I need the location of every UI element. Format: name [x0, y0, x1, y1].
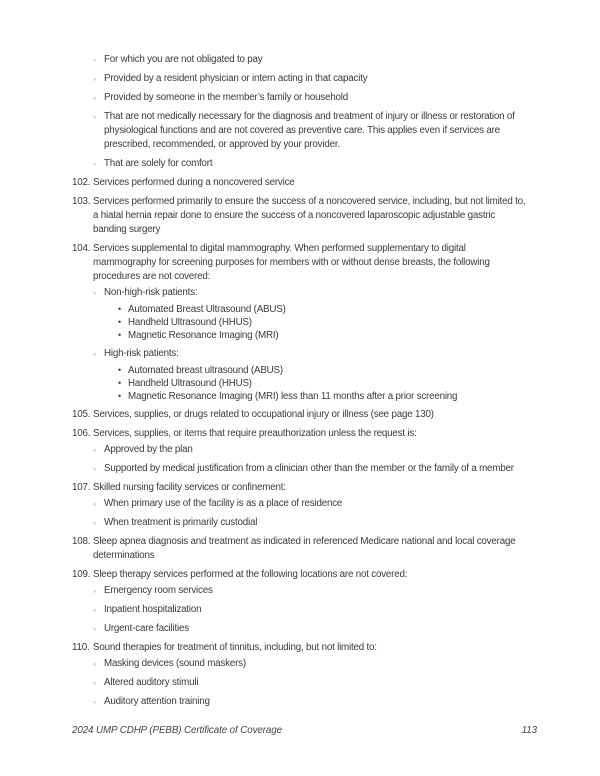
bullet-item — [93, 462, 530, 476]
bullet-text: When primary use of the facility is as a place of residence — [104, 498, 343, 509]
sub-bullet-item — [118, 316, 530, 329]
bullet-text: Auditory attention training — [104, 696, 210, 707]
footer-document-title: 2024 UMP CDHP (PEBB) Certificate of Coverage — [72, 725, 282, 736]
item-number: 110. — [72, 642, 90, 653]
circle-bullet-icon: ◦ — [93, 55, 96, 65]
bullet-text: Urgent-care facilities — [104, 623, 189, 634]
bullet-item — [93, 347, 530, 403]
numbered-item — [72, 568, 530, 636]
item-text: Sleep therapy services performed at the following locations are not covered: — [93, 569, 408, 580]
bullet-item — [93, 443, 530, 457]
bullet-item — [93, 676, 530, 690]
intro-bullet-list — [93, 53, 530, 171]
bullet-item — [93, 157, 530, 171]
circle-bullet-icon: ◦ — [93, 499, 96, 509]
bullet-text: Provided by a resident physician or intern acting in that capacity — [104, 73, 368, 84]
circle-bullet-icon: ◦ — [93, 659, 96, 669]
exclusions-numbered-list — [72, 176, 530, 709]
dot-bullet-icon: • — [118, 391, 121, 401]
bullet-item — [93, 286, 530, 342]
item-text: Services performed during a noncovered service — [93, 177, 295, 188]
numbered-item — [72, 242, 530, 403]
circle-bullet-icon: ◦ — [93, 464, 96, 474]
numbered-item — [72, 427, 530, 476]
bullet-text: Provided by someone in the member’s family or household — [104, 92, 349, 103]
footer-page-number: 113 — [521, 725, 537, 736]
bullet-text: Non-high-risk patients: — [104, 287, 198, 298]
circle-bullet-icon: ◦ — [93, 586, 96, 596]
sub-bullet-item — [118, 390, 530, 403]
bullet-item — [93, 622, 530, 636]
item-bullet-list — [93, 443, 530, 476]
bullet-item — [93, 516, 530, 530]
item-text: Services, supplies, or items that require preauthorization unless the request is: — [93, 428, 417, 439]
circle-bullet-icon: ◦ — [93, 518, 96, 528]
dot-bullet-icon: • — [118, 378, 121, 388]
item-bullet-list — [93, 497, 530, 530]
sub-bullet-item — [118, 377, 530, 390]
bullet-text: High-risk patients: — [104, 348, 179, 359]
circle-bullet-icon: ◦ — [93, 112, 96, 122]
sub-bullet-list — [118, 303, 530, 342]
item-text: Sleep apnea diagnosis and treatment as indicated in referenced Medicare national and local coverage determinations — [93, 536, 516, 561]
dot-bullet-icon: • — [118, 304, 121, 314]
dot-bullet-icon: • — [118, 317, 121, 327]
sub-bullet-text: Automated breast ultrasound (ABUS) — [128, 365, 283, 376]
sub-bullet-item — [118, 329, 530, 342]
numbered-item — [72, 481, 530, 530]
item-number: 109. — [72, 569, 91, 580]
bullet-text: For which you are not obligated to pay — [104, 54, 263, 65]
bullet-text: Masking devices (sound maskers) — [104, 658, 246, 669]
circle-bullet-icon: ◦ — [93, 349, 96, 359]
bullet-text: Inpatient hospitalization — [104, 604, 202, 615]
dot-bullet-icon: • — [118, 365, 121, 375]
numbered-item — [72, 176, 530, 190]
circle-bullet-icon: ◦ — [93, 605, 96, 615]
item-number: 104. — [72, 243, 91, 254]
page-footer — [72, 724, 537, 738]
page-content — [72, 53, 530, 714]
sub-bullet-item — [118, 303, 530, 316]
circle-bullet-icon: ◦ — [93, 74, 96, 84]
bullet-item — [93, 110, 530, 152]
item-number: 107. — [72, 482, 91, 493]
bullet-item — [93, 657, 530, 671]
item-number: 103. — [72, 196, 91, 207]
bullet-item — [93, 53, 530, 67]
bullet-item — [93, 497, 530, 511]
item-bullet-list — [93, 657, 530, 709]
item-number: 106. — [72, 428, 91, 439]
item-text: Sound therapies for treatment of tinnitus, including, but not limited to: — [93, 642, 377, 653]
dot-bullet-icon: • — [118, 330, 121, 340]
bullet-text: Supported by medical justification from a clinician other than the member or the family of a member — [104, 463, 514, 474]
sub-bullet-text: Magnetic Resonance Imaging (MRI) less than 11 months after a prior screening — [128, 391, 458, 402]
circle-bullet-icon: ◦ — [93, 445, 96, 455]
bullet-text: Altered auditory stimuli — [104, 677, 199, 688]
item-text: Services performed primarily to ensure the success of a noncovered service, including, but not limited to, a hiatal hernia repair done to ensure the success of a noncovered laparoscopic adjustable gastric banding surgery — [93, 196, 526, 235]
numbered-item — [72, 408, 530, 422]
bullet-text: That are not medically necessary for the diagnosis and treatment of injury or illness or restoration of physiological functions and are not covered as preventive care. This applies even if services are prescribed, recommended, or approved by your provider. — [104, 111, 515, 150]
bullet-text: When treatment is primarily custodial — [104, 517, 258, 528]
item-number: 102. — [72, 177, 91, 188]
bullet-text: Approved by the plan — [104, 444, 193, 455]
circle-bullet-icon: ◦ — [93, 159, 96, 169]
item-bullet-list — [93, 286, 530, 403]
bullet-item — [93, 695, 530, 709]
bullet-text: That are solely for comfort — [104, 158, 213, 169]
circle-bullet-icon: ◦ — [93, 697, 96, 707]
circle-bullet-icon: ◦ — [93, 288, 96, 298]
sub-bullet-text: Automated Breast Ultrasound (ABUS) — [128, 304, 286, 315]
bullet-item — [93, 603, 530, 617]
numbered-item — [72, 641, 530, 709]
item-text: Services, supplies, or drugs related to occupational injury or illness (see page 130) — [93, 409, 434, 420]
bullet-item — [93, 584, 530, 598]
item-text: Services supplemental to digital mammography. When performed supplementary to digital mammography for screening purposes for members with or without dense breasts, the following procedures are not covered: — [93, 243, 490, 282]
bullet-item — [93, 72, 530, 86]
circle-bullet-icon: ◦ — [93, 678, 96, 688]
sub-bullet-text: Magnetic Resonance Imaging (MRI) — [128, 330, 279, 341]
sub-bullet-item — [118, 364, 530, 377]
numbered-item — [72, 195, 530, 237]
bullet-item — [93, 91, 530, 105]
item-bullet-list — [93, 584, 530, 636]
sub-bullet-list — [118, 364, 530, 403]
item-text: Skilled nursing facility services or confinement: — [93, 482, 286, 493]
sub-bullet-text: Handheld Ultrasound (HHUS) — [128, 317, 252, 328]
sub-bullet-text: Handheld Ultrasound (HHUS) — [128, 378, 252, 389]
item-number: 105. — [72, 409, 91, 420]
bullet-text: Emergency room services — [104, 585, 213, 596]
circle-bullet-icon: ◦ — [93, 93, 96, 103]
circle-bullet-icon: ◦ — [93, 624, 96, 634]
item-number: 108. — [72, 536, 91, 547]
numbered-item — [72, 535, 530, 563]
